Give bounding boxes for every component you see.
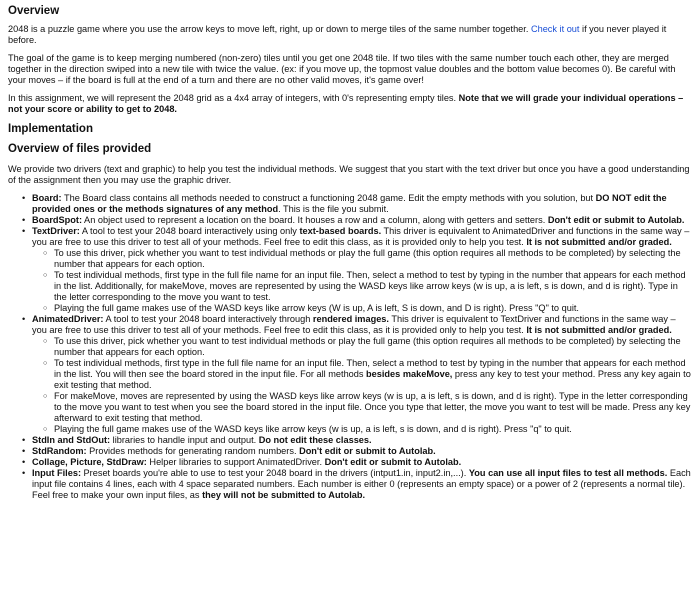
list-item-stdin-stdout	[32, 435, 692, 446]
stdin-label: StdIn and StdOut:	[32, 435, 111, 445]
animateddriver-text: A tool to test your 2048 board interactively through	[103, 314, 313, 324]
overview-p3-text: In this assignment, we will represent the 2048 grid as a 4x4 array of integers, with 0's representing empty tiles.	[8, 93, 459, 103]
stdrandom-label: StdRandom:	[32, 446, 87, 456]
drivers-intro-paragraph: We provide two drivers (text and graphic) to help you test the individual methods. We suggest that you start with the text driver but once you have a good understanding of the assignment then you may use the graphic driver.	[8, 164, 690, 185]
board-text: The Board class contains all methods needed to construct a functioning 2048 game. Edit the empty methods with you solution, but	[61, 193, 596, 203]
inputfiles-bold-2: they will not be submitted to Autolab.	[202, 490, 366, 500]
animateddriver-text-2: This driver is equivalent to TextDriver and functions in the same way – you are free to use this driver to test all of your methods. Feel free to edit this class, as it is provided only to help you test.	[32, 314, 676, 335]
list-item-boardspot	[32, 215, 692, 226]
board-label: Board:	[32, 193, 62, 203]
check-it-out-link[interactable]: Check it out	[530, 24, 580, 34]
list-item-collage	[32, 457, 692, 468]
stdrandom-text: Provides methods for generating random numbers.	[86, 446, 300, 456]
boardspot-label: BoardSpot:	[32, 215, 83, 225]
list-item-input-files	[32, 468, 692, 501]
animateddriver-bold-2: It is not submitted and/or graded.	[526, 325, 672, 335]
overview-heading: Overview	[8, 5, 60, 17]
textdriver-sub-item-3: ○ Playing the full game makes use of the WASD keys like arrow keys (W is up, A is left, S is down, and D is right). Press "Q" to quit.	[54, 303, 692, 314]
overview-p1-text-end: if you never played it before.	[8, 24, 667, 45]
board-bold: DO NOT edit the provided ones or the methods signatures of any method	[32, 193, 667, 214]
animateddriver-sublist	[32, 336, 692, 435]
animateddriver-sub-item-3: ○ For makeMove, moves are represented by using the WASD keys like arrow keys (w is up, a is left, s is down, and d is right). Type in the letter corresponding to the move you want to test when you see the board stored in the input file. Once you type that letter, the move you want to test will be made. Press any key afterward to exit testing that method.	[54, 391, 692, 424]
implementation-heading: Implementation	[8, 123, 93, 135]
list-item-stdrandom	[32, 446, 692, 457]
collage-text: Helper libraries to support AnimatedDriver.	[146, 457, 325, 467]
animateddriver-sub-item-4: ○ Playing the full game makes use of the WASD keys like arrow keys (w is up, a is left, s is down, and d is right). Press "q" to quit.	[54, 424, 692, 435]
overview-paragraph-2: The goal of the game is to keep merging numbered (non-zero) tiles until you get one 2048 tile. If two tiles with the same number touch each other, they are merged together in the direction swiped into a new tile with twice the value. (ex: if you move up, the topmost value doubles and the bottom value becomes 0). Be careful with your moves – if the board is full at the end of a turn and there are no other valid moves, it's game over!	[8, 53, 676, 85]
stdrandom-bold: Don't edit or submit to Autolab.	[299, 446, 436, 456]
boardspot-text: An object used to represent a location on the board. It houses a row and a column, along with getters and setters.	[82, 215, 548, 225]
animateddriver-bold-1: rendered images.	[312, 314, 389, 324]
textdriver-label: TextDriver:	[32, 226, 80, 236]
textdriver-sub-item-2: ○ To test individual methods, first type in the full file name for an input file. Then, select a method to test by typing in the number that appears for each method in the list. Additionally, for makeMove, moves are represented by using the WASD keys like arrow keys (w is up, a is left, s is down, and d is right). Type in the letter corresponding to the move you want to test.	[54, 270, 692, 303]
inputfiles-text-2: Each input file contains 4 lines, each with 4 space separated numbers. Each number is either 0 (represents an empty space) or a power of 2 (represents a normal tile). Feel free to make your own input files, as	[32, 468, 691, 500]
list-item-textdriver	[32, 226, 692, 314]
list-item-board	[32, 193, 692, 215]
board-text-end: . This is the file you submit.	[278, 204, 389, 214]
files-list	[8, 193, 692, 501]
overview-p1-text: 2048 is a puzzle game where you use the arrow keys to move left, right, up or down to merge tiles of the same number together.	[8, 24, 531, 34]
overview-p3-bold: Note that we will grade your individual operations – not your score or ability to get to 2048.	[8, 93, 684, 114]
textdriver-text: A tool to test your 2048 board interactively using only	[79, 226, 300, 236]
list-item-animateddriver	[32, 314, 692, 435]
animateddriver-sub2-bold: besides makeMove,	[366, 369, 453, 379]
collage-label: Collage, Picture, StdDraw:	[32, 457, 147, 467]
animateddriver-sub-item-1: ○ To use this driver, pick whether you want to test individual methods or play the full game (this option requires all methods to be completed) by selecting the number that appears for each option.	[54, 336, 692, 358]
inputfiles-label: Input Files:	[32, 468, 81, 478]
boardspot-bold: Don't edit or submit to Autolab.	[547, 215, 685, 225]
collage-bold: Don't edit or submit to Autolab.	[324, 457, 462, 467]
textdriver-sub-item-1: ○ To use this driver, pick whether you want to test individual methods or play the full game (this option requires all methods to be completed) by selecting the number that appears for each option.	[54, 248, 692, 270]
overview-paragraph-1	[8, 24, 692, 46]
animateddriver-sub-item-2	[54, 358, 692, 391]
stdin-text: libraries to handle input and output.	[110, 435, 259, 445]
inputfiles-bold-1: You can use all input files to test all methods.	[468, 468, 668, 478]
textdriver-bold-1: text-based boards.	[299, 226, 382, 236]
inputfiles-text: Preset boards you're able to use to test your 2048 board in the drivers (intput1.in, input2.in,...).	[81, 468, 469, 478]
animateddriver-sub2-text-end: press any key to test your method. Press any key again to exit testing that method.	[54, 369, 691, 390]
files-overview-heading: Overview of files provided	[8, 143, 152, 155]
stdin-bold: Do not edit these classes.	[258, 435, 372, 445]
animateddriver-sub2-text: To test individual methods, first type in the full file name for an input file. Then, select a method to test by typing in the number that appears for each method in the list. You will then see the board stored in the input file. For all methods	[54, 358, 686, 379]
overview-paragraph-3	[8, 93, 692, 115]
textdriver-sublist	[32, 248, 692, 314]
animateddriver-label: AnimatedDriver:	[32, 314, 104, 324]
textdriver-text-2: This driver is equivalent to AnimatedDriver and functions in the same way – you are free to use this driver to test all of your methods. Feel free to edit this class, as it is provided only to help you test.	[32, 226, 690, 247]
textdriver-bold-2: It is not submitted and/or graded.	[526, 237, 672, 247]
